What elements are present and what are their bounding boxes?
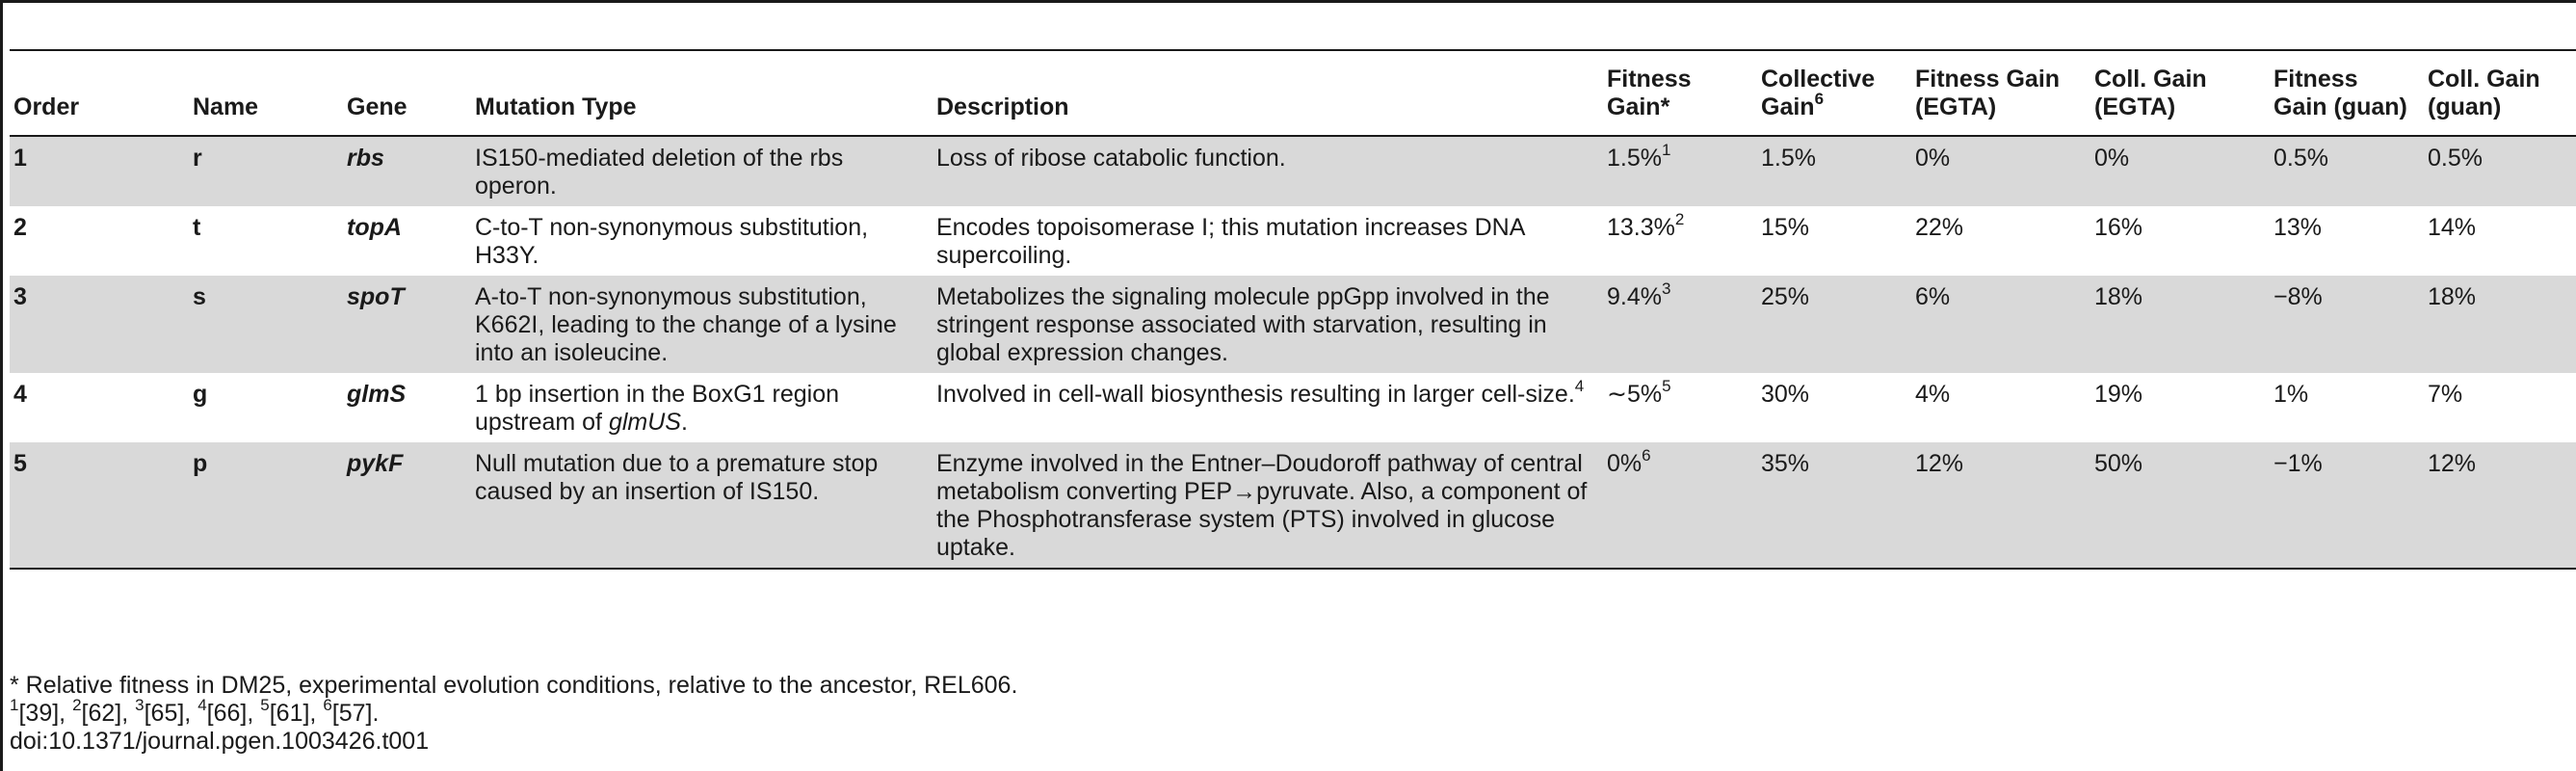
table-row [10,442,2576,569]
cell-fitness-gain-guan: 1% [2270,373,2424,442]
cell-order: 5 [10,442,189,569]
top-rule [10,49,2576,51]
cell-coll-gain-guan: 14% [2424,206,2576,276]
header-fitness-gain: Fitness Gain* [1603,56,1757,136]
table-footnotes [10,672,1017,756]
cell-mutation-type: C-to-T non-synonymous substitution, H33Y. [471,206,933,276]
cell-gene: spoT [343,276,471,373]
cell-fitness-gain: ∼5%$^5$ [1603,373,1757,442]
header-name: Name [189,56,343,136]
cell-gene: glmS [343,373,471,442]
cell-fitness-gain-egta: 22% [1911,206,2090,276]
cell-fitness-gain-egta: 4% [1911,373,2090,442]
cell-name: t [189,206,343,276]
cell-order: 2 [10,206,189,276]
header-mutation-type: Mutation Type [471,56,933,136]
header-collective-gain: Collective Gain$^6$ [1757,56,1911,136]
header-coll-gain-guan: Coll. Gain (guan) [2424,56,2576,136]
cell-fitness-gain: 0%$^6$ [1603,442,1757,569]
header-coll-gain-egta: Coll. Gain (EGTA) [2090,56,2270,136]
header-fitness-gain-guan: Fitness Gain (guan) [2270,56,2424,136]
cell-fitness-gain-guan: −8% [2270,276,2424,373]
cell-coll-gain-egta: 16% [2090,206,2270,276]
table-row [10,276,2576,373]
cell-coll-gain-guan: 18% [2424,276,2576,373]
cell-collective-gain: 30% [1757,373,1911,442]
cell-fitness-gain-egta: 6% [1911,276,2090,373]
cell-name: r [189,136,343,206]
cell-collective-gain: 25% [1757,276,1911,373]
cell-description: Involved in cell-wall biosynthesis resulting in larger cell-size.$^4$ [933,373,1603,442]
doi-link[interactable]: doi:10.1371/journal.pgen.1003426.t001 [10,728,430,755]
footnote-asterisk: * Relative fitness in DM25, experimental evolution conditions, relative to the ancestor, REL606. [10,672,1018,699]
table-row [10,136,2576,206]
cell-order: 1 [10,136,189,206]
cell-order: 4 [10,373,189,442]
cell-description: Encodes topoisomerase I; this mutation increases DNA supercoiling. [933,206,1603,276]
header-order: Order [10,56,189,136]
cell-gene: rbs [343,136,471,206]
cell-fitness-gain-guan: 13% [2270,206,2424,276]
cell-coll-gain-egta: 19% [2090,373,2270,442]
table-row [10,373,2576,442]
table-row [10,206,2576,276]
cell-fitness-gain-egta: 12% [1911,442,2090,569]
cell-fitness-gain: 1.5%$^1$ [1603,136,1757,206]
cell-name: s [189,276,343,373]
cell-coll-gain-egta: 18% [2090,276,2270,373]
header-gene: Gene [343,56,471,136]
cell-description: Metabolizes the signaling molecule ppGpp involved in the stringent response associated with starvation, resulting in global expression changes. [933,276,1603,373]
header-description: Description [933,56,1603,136]
cell-fitness-gain-egta: 0% [1911,136,2090,206]
cell-fitness-gain-guan: 0.5% [2270,136,2424,206]
cell-fitness-gain: 13.3%$^2$ [1603,206,1757,276]
cell-coll-gain-egta: 50% [2090,442,2270,569]
cell-collective-gain: 35% [1757,442,1911,569]
cell-collective-gain: 15% [1757,206,1911,276]
header-fitness-gain-egta: Fitness Gain (EGTA) [1911,56,2090,136]
cell-mutation-type: A-to-T non-synonymous substitution, K662I, leading to the change of a lysine into an isoleucine. [471,276,933,373]
cell-fitness-gain-guan: −1% [2270,442,2424,569]
cell-fitness-gain: 9.4%$^3$ [1603,276,1757,373]
cell-order: 3 [10,276,189,373]
cell-mutation-type: IS150-mediated deletion of the rbs operon. [471,136,933,206]
cell-mutation-type: 1 bp insertion in the BoxG1 region upstream of glmUS. [471,373,933,442]
cell-coll-gain-egta: 0% [2090,136,2270,206]
cell-gene: pykF [343,442,471,569]
cell-mutation-type: Null mutation due to a premature stop caused by an insertion of IS150. [471,442,933,569]
mutation-table [10,56,2576,570]
cell-collective-gain: 1.5% [1757,136,1911,206]
cell-description: Enzyme involved in the Entner–Doudoroff pathway of central metabolism converting PEP→pyruvate. Also, a component of the Phosphotransferase system (PTS) involved in glucose uptake. [933,442,1603,569]
cell-coll-gain-guan: 7% [2424,373,2576,442]
cell-description: Loss of ribose catabolic function. [933,136,1603,206]
footnote-references: $^1$[39], $^2$[62], $^3$[65], $^4$[66], $^5$[61], $^6$[57]. [10,695,380,727]
cell-gene: topA [343,206,471,276]
cell-coll-gain-guan: 12% [2424,442,2576,569]
cell-name: p [189,442,343,569]
cell-coll-gain-guan: 0.5% [2424,136,2576,206]
cell-name: g [189,373,343,442]
header-row [10,56,2576,136]
